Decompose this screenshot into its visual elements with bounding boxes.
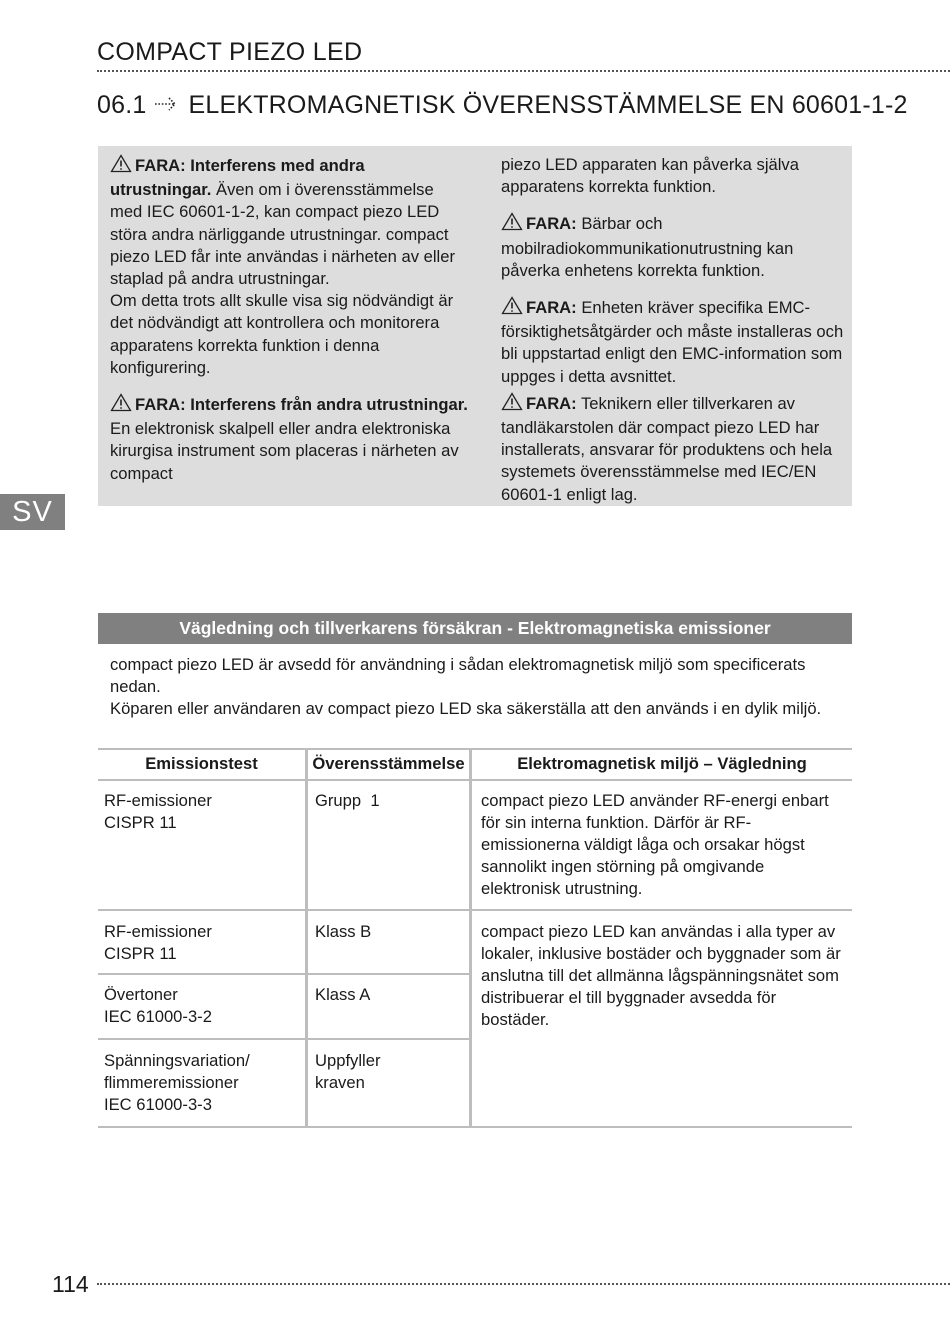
table-rule <box>305 748 308 1128</box>
dotted-arrow-icon <box>154 89 180 121</box>
table-cell-compliance: Klass A <box>315 985 371 1004</box>
table-cell-test: Övertoner IEC 61000-3-2 <box>104 985 212 1026</box>
warning-column-right <box>501 154 846 506</box>
warning-text: Enheten kräver specifika EMC-försiktighetsåtgärder och måste installeras och bli uppstartad enligt den EMC-information som uppges i detta avsnittet. <box>501 298 844 386</box>
warning-triangle-icon <box>110 393 132 418</box>
table-rule <box>98 1126 852 1128</box>
section-number: 06.1 <box>97 91 147 119</box>
table-cell-test: RF-emissioner CISPR 11 <box>104 791 212 832</box>
emissions-table-header: Vägledning och tillverkarens försäkran - Elektromagnetiska emissioner <box>98 613 852 644</box>
table-rule <box>98 748 852 750</box>
table-cell-test: Spänningsvariation/ flimmeremissioner IEC 61000-3-3 <box>104 1051 250 1114</box>
warning-label: FARA: <box>526 393 577 413</box>
warning-label: FARA: <box>526 214 577 234</box>
table-cell-guidance: compact piezo LED använder RF-energi enbart för sin interna funktion. Därför är RF-emissionerna väldigt låga och orsakar högst sannolikt ingen störning på omgivande elektronisk utrustning. <box>481 791 829 898</box>
title-divider <box>97 70 950 72</box>
section-heading <box>97 89 908 121</box>
warning-triangle-icon <box>501 212 523 237</box>
warning-triangle-icon <box>501 392 523 417</box>
warning-triangle-icon <box>110 154 132 179</box>
section-title: ELEKTROMAGNETISK ÖVERENSSTÄMMELSE EN 60601-1-2 <box>188 91 908 119</box>
warning-portable-radio <box>501 212 846 282</box>
warning-text-continued: Om detta trots allt skulle visa sig nödvändigt är det nödvändigt att kontrollera och monitorera apparatens korrekta funktion i denna konfigurering. <box>110 291 454 377</box>
warning-text: Bärbar och mobilradiokommunikationutrustning kan påverka enhetens korrekta funktion. <box>501 214 794 280</box>
table-cell-compliance: Grupp 1 <box>315 791 380 810</box>
column-header: Elektromagnetisk miljö – Vägledning <box>517 754 807 773</box>
warning-text: En elektronisk skalpell eller andra elektroniska kirurgisa instrument som placeras i närheten av compact <box>110 419 459 483</box>
emissions-intro-text: compact piezo LED är avsedd för användning i sådan elektromagnetisk miljö som specificerats nedan. <box>110 655 806 696</box>
warning-interference-other-equipment <box>110 154 470 290</box>
warning-system-compliance <box>501 392 846 506</box>
table-rule <box>469 748 472 1128</box>
table-rule <box>98 973 470 975</box>
table-cell-compliance: Klass B <box>315 922 372 941</box>
document-title: COMPACT PIEZO LED <box>97 38 363 66</box>
warning-text: Även om i överensstämmelse med IEC 60601-1-2, kan compact piezo LED störa andra närliggande utrustningar. compact piezo LED får inte användas i närheten av eller staplad på andra utrustningar. <box>110 180 455 289</box>
warning-label: FARA: Interferens med andra utrustningar. <box>110 156 365 200</box>
column-header: Emissionstest <box>145 754 258 773</box>
warning-label: FARA: <box>526 298 577 318</box>
table-rule <box>98 779 852 781</box>
warning-column-left <box>110 154 470 485</box>
emissions-intro <box>110 654 840 720</box>
footer-divider <box>97 1283 950 1285</box>
warning-text: Teknikern eller tillverkaren av tandläkarstolen där compact piezo LED har installerats, ansvarar för produktens och hela systemets överensstämmelse med IEC/EN 60601-1 enligt lag. <box>501 393 833 504</box>
column-header: Överensstämmelse <box>312 754 465 773</box>
warning-text-continued: piezo LED apparaten kan påverka själva apparatens korrekta funktion. <box>501 155 799 197</box>
warning-label: FARA: Interferens från andra utrustningar. <box>135 395 468 415</box>
language-tab: SV <box>0 494 65 530</box>
warning-triangle-icon <box>501 296 523 321</box>
warning-emc-precautions <box>501 296 846 388</box>
emissions-table <box>98 748 852 1130</box>
warning-interference-from-equipment <box>110 393 470 485</box>
table-rule <box>98 909 852 911</box>
table-cell-compliance: Uppfyller kraven <box>315 1051 381 1092</box>
page-number: 114 <box>52 1271 89 1297</box>
table-cell-guidance: compact piezo LED kan användas i alla typer av lokaler, inklusive bostäder och byggnader som är anslutna till det allmänna lågspänningsnätet som distribuerar el till byggnader avsedda för bostäder. <box>481 922 841 1029</box>
emissions-intro-text: Köparen eller användaren av compact piezo LED ska säkerställa att den används i en dylik miljö. <box>110 699 822 718</box>
table-rule <box>98 1038 470 1040</box>
warning-box <box>98 146 852 506</box>
table-cell-test: RF-emissioner CISPR 11 <box>104 922 212 963</box>
